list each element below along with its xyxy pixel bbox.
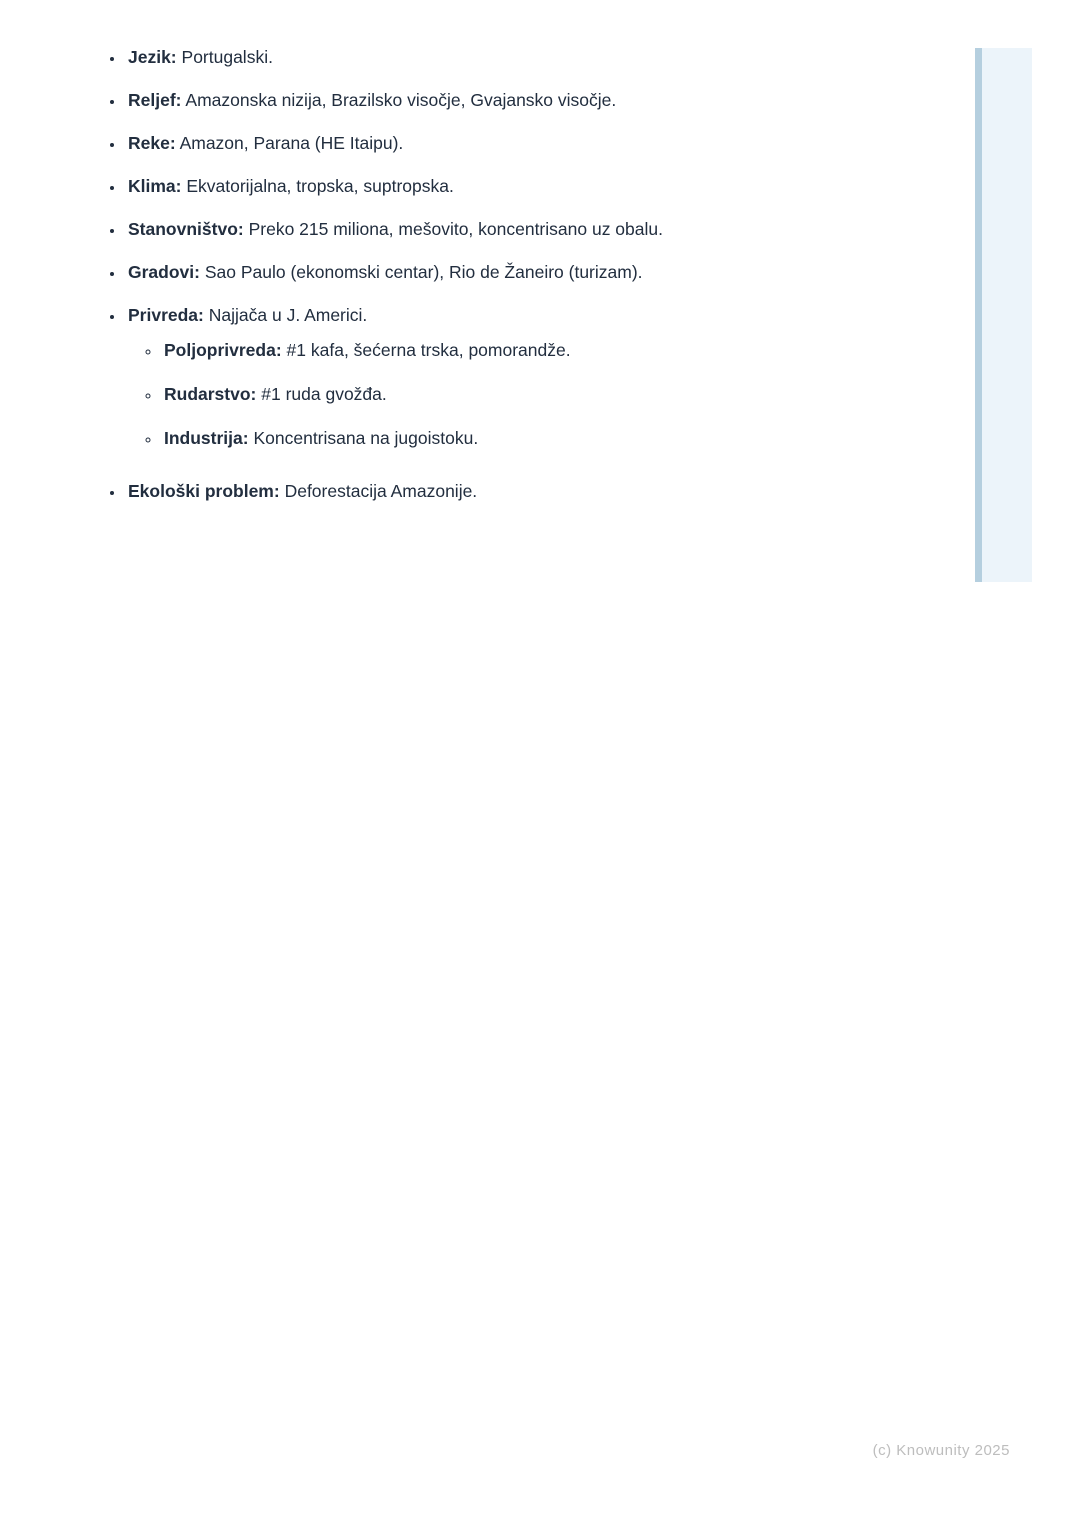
sublist-item-industrija: [161, 425, 929, 451]
item-label: Privreda:: [128, 305, 204, 325]
item-label: Gradovi:: [128, 262, 200, 282]
list-item-privreda: [125, 302, 929, 451]
copyright-watermark: (c) Knowunity 2025: [872, 1442, 1010, 1459]
item-label: Ekološki problem:: [128, 481, 280, 501]
item-text: #1 kafa, šećerna trska, pomorandže.: [286, 340, 571, 360]
item-label: Reke:: [128, 133, 176, 153]
item-label: Poljoprivreda:: [164, 340, 282, 360]
sublist-item-rudarstvo: [161, 381, 929, 407]
item-text: #1 ruda gvožđa.: [261, 384, 387, 404]
list-item-reljef: [125, 87, 929, 113]
item-label: Stanovništvo:: [128, 219, 244, 239]
item-label: Klima:: [128, 176, 182, 196]
item-text: Amazonska nizija, Brazilsko visočje, Gvajansko visočje.: [185, 90, 617, 110]
item-text: Preko 215 miliona, mešovito, koncentrisano uz obalu.: [248, 219, 663, 239]
item-text: Deforestacija Amazonije.: [284, 481, 478, 501]
item-label: Reljef:: [128, 90, 182, 110]
list-item-reke: [125, 130, 929, 156]
privreda-sublist: [128, 337, 929, 451]
sublist-item-poljoprivreda: [161, 337, 929, 363]
item-text: Amazon, Parana (HE Itaipu).: [179, 133, 404, 153]
item-label: Rudarstvo:: [164, 384, 257, 404]
item-text: Sao Paulo (ekonomski centar), Rio de Žaneiro (turizam).: [204, 262, 643, 282]
list-item-klima: [125, 173, 929, 199]
item-label: Industrija:: [164, 428, 249, 448]
list-item-gradovi: [125, 259, 929, 285]
page-edge-highlight: [975, 48, 1032, 582]
item-text: Koncentrisana na jugoistoku.: [253, 428, 479, 448]
list-item-ekoloski-problem: [125, 478, 929, 504]
notes-list: [99, 44, 929, 504]
notes-content: [99, 44, 929, 521]
item-text: Ekvatorijalna, tropska, suptropska.: [186, 176, 454, 196]
item-text: Portugalski.: [181, 47, 273, 67]
item-text: Najjača u J. Americi.: [208, 305, 368, 325]
list-item-jezik: [125, 44, 929, 70]
item-label: Jezik:: [128, 47, 177, 67]
list-item-stanovnistvo: [125, 216, 929, 242]
